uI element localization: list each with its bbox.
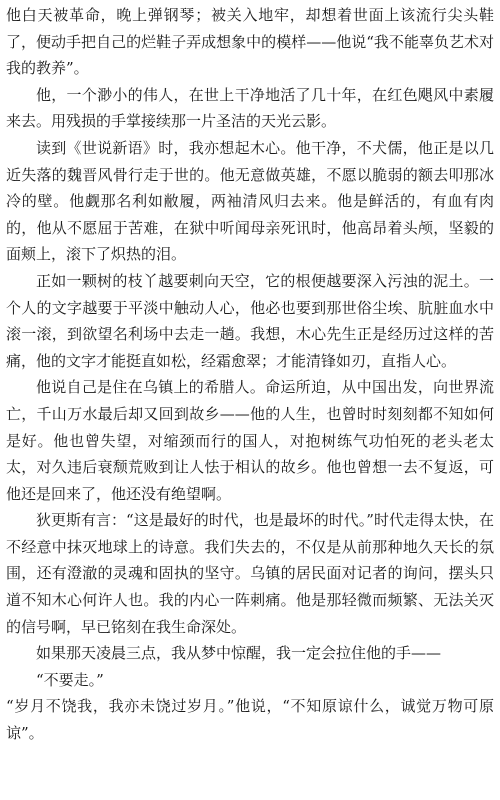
paragraph-1: 他白天被革命，晚上弹钢琴；被关入地牢，却想着世面上该流行尖头鞋了，便动手把自己的烂鞋子弄成想象中的模样——他说“我不能辜负艺术对我的教养”。 — [6, 6, 494, 78]
paragraph-4: 正如一颗树的枝丫越要刺向天空，它的根便越要深入污浊的泥土。一个人的文字越要于平淡中触动人心，他必也要到那世俗尘埃、肮脏血水中滚一滚，到欲望名利场中去走一趟。我想，木心先生正是经历过这样的苦痛，他的文字才能挺直如松，经霜愈翠；才能清锋如刃，直指人心。 — [6, 271, 494, 370]
paragraph-5: 他说自己是住在乌镇上的希腊人。命运所迫，从中国出发，向世界流亡，千山万水最后却又回到故乡——他的人生，也曾时时刻刻都不知如何是好。他也曾失望，对缩颈而行的国人，对抱树练气功怕死的老头老太太，对久违后衰颓荒败到让人怯于相认的故乡。他也曾想一去不复返，可他还是回来了，他还没有绝望啊。 — [6, 378, 494, 503]
paragraph-2: 他，一个渺小的伟人，在世上干净地活了几十年，在红色飓风中素履来去。用残损的手掌接续那一片圣洁的天光云影。 — [6, 85, 494, 131]
paragraph-7: 如果那天凌晨三点，我从梦中惊醒，我一定会拉住他的手—— — [36, 644, 442, 663]
paragraph-9: “岁月不饶我，我亦未饶过岁月。”他说，“不知原谅什么，诚觉万物可原谅”。 — [6, 697, 494, 743]
paragraph-6: 狄更斯有言：“这是最好的时代，也是最坏的时代。”时代走得太快，在不经意中抹灭地球上的诗意。我们失去的，不仅是从前那种地久天长的氛围，还有澄澈的灵魂和固执的坚守。乌镇的居民面对记者的询问，摆头只道不知木心何许人也。我的内心一阵刺痛。他是那轻微而频繁、无法关灭的信号啊，早已铭刻在我生命深处。 — [6, 511, 494, 636]
paragraph-3: 读到《世说新语》时，我亦想起木心。他干净，不犬儒，他正是以几近失落的魏晋风骨行走于世的。他无意做英雄，不愿以脆弱的额去叩那冰冷的壁。他觑那名利如敝履，两袖清风归去来。他是鲜活的，有血有肉的，他从不愿屈于苦难，在狱中听闻母亲死讯时，他高昂着头颅，坚毅的面颊上，滚下了炽热的泪。 — [6, 138, 494, 264]
paragraph-8: “不要走。” — [36, 670, 104, 689]
